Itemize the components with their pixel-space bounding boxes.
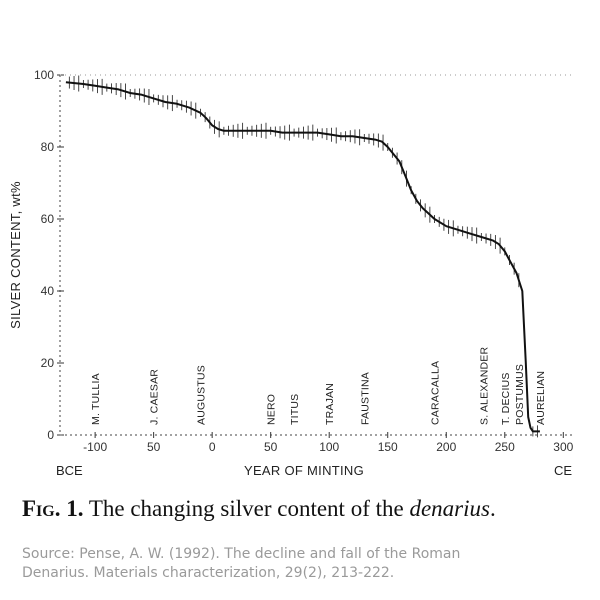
caption-end: .	[489, 496, 496, 521]
x-tick-label: 50	[264, 440, 278, 454]
emperor-label: NERO	[265, 393, 278, 425]
x-tick-label: 0	[208, 440, 216, 454]
y-tick-label: 60	[40, 212, 54, 226]
emperor-label: CARACALLA	[429, 360, 442, 425]
axis-labels-layer	[8, 181, 572, 478]
figure-number: Fig. 1.	[22, 496, 84, 521]
x-tick-label: -100	[83, 440, 108, 454]
x-axis-label: YEAR OF MINTING	[243, 463, 365, 478]
y-tick-label: 0	[47, 428, 54, 442]
x-tick-label: 200	[436, 440, 457, 454]
emperor-annotations	[90, 347, 547, 425]
ce-label: CE	[554, 463, 573, 478]
source-line-1: Source: Pense, A. W. (1992). The decline and fall of the Roman	[22, 546, 461, 562]
x-tick-label: 50	[146, 440, 161, 454]
y-axis-label: SILVER CONTENT, wt%	[8, 181, 23, 329]
emperor-label: FAUSTINA	[359, 372, 372, 425]
caption-text: The changing silver content of the	[88, 496, 404, 521]
source-citation	[22, 545, 582, 583]
emperor-label: POSTUMUS	[513, 363, 526, 425]
x-tick-label: 100	[319, 440, 340, 454]
x-tick-label: 150	[377, 440, 398, 454]
x-tick-label: 300	[553, 440, 574, 454]
y-tick-label: 80	[40, 140, 54, 154]
source-line-2: Denarius. Materials characterization, 29(2), 213-222.	[22, 565, 395, 581]
emperor-label: AUGUSTUS	[195, 365, 208, 425]
emperor-label: TRAJAN	[324, 382, 337, 425]
bce-label: BCE	[56, 463, 83, 478]
emperor-label: J. CAESAR	[148, 368, 161, 425]
emperor-label: M. TULLIA	[90, 373, 103, 425]
tick-marks-layer	[34, 68, 574, 454]
emperor-label: AURELIAN	[534, 370, 547, 425]
emperor-label: TITUS	[289, 393, 302, 425]
emperor-label: T. DECIUS	[499, 372, 512, 425]
y-tick-label: 20	[40, 356, 54, 370]
y-tick-label: 40	[40, 284, 54, 298]
series-line-layer	[66, 82, 540, 431]
emperor-label: S. ALEXANDER	[478, 346, 491, 425]
y-tick-label: 100	[33, 68, 54, 82]
x-tick-label: 250	[494, 440, 515, 454]
error-bars	[69, 76, 537, 438]
caption-emphasis: denarius	[409, 496, 490, 521]
figure-caption	[22, 496, 592, 522]
silver-content-line	[66, 82, 540, 431]
